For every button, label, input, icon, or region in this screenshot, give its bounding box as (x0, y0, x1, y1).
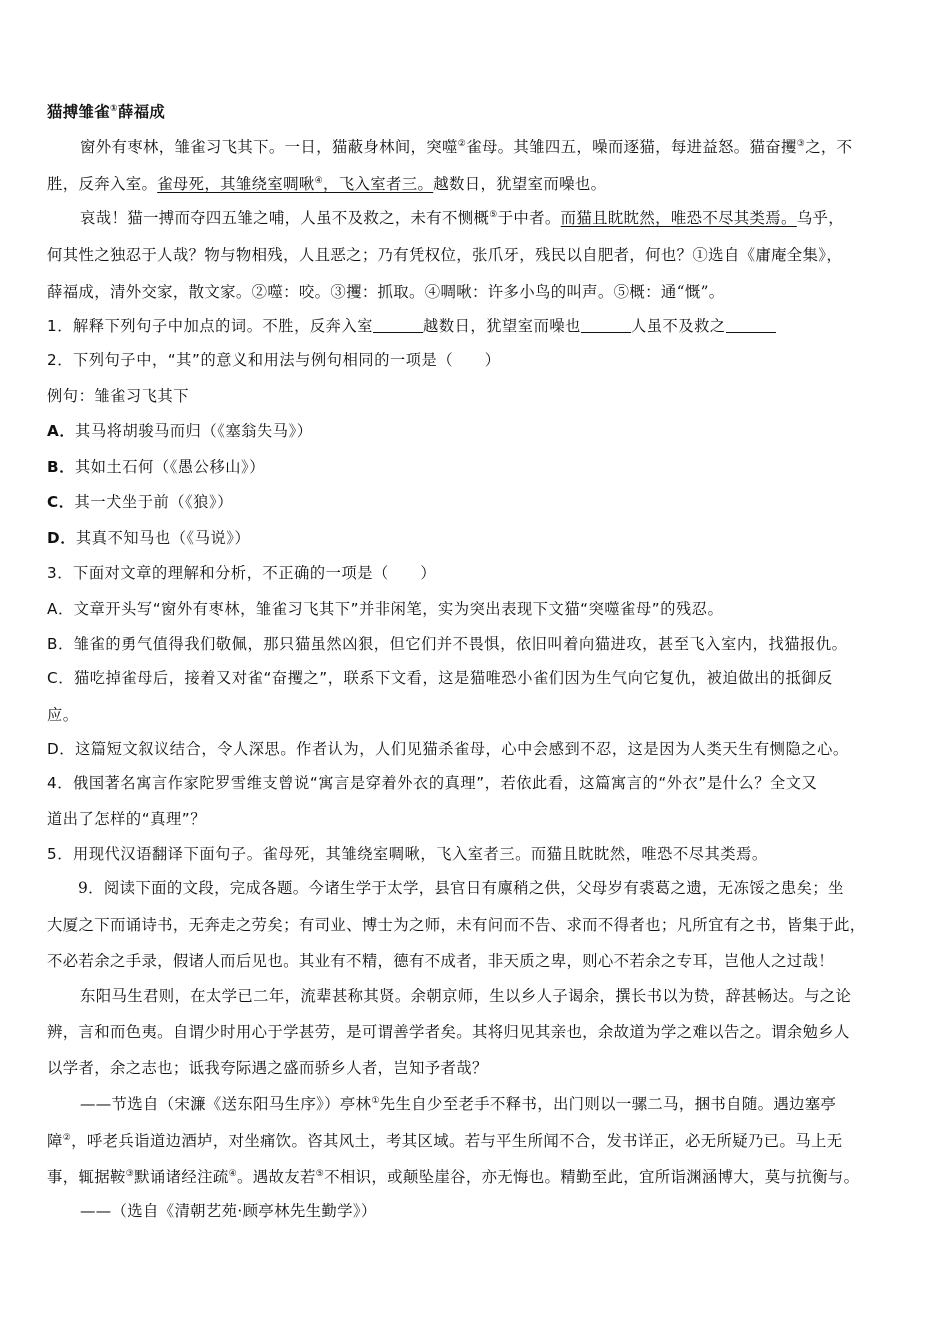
dotted-char: 确 (294, 564, 310, 582)
question-3-option-c-line-2[interactable]: 应。 (47, 706, 79, 724)
question-2: 2．下列句子中，“其”的意义和用法与例句相同的一项是（ ） (47, 351, 501, 369)
passage-9-line-5: 辨，言和而色夷。自谓少时用心于学甚劳，是可谓善学者矣。其将归见其亲也，余故道为学之难以告之。谓余勉乡人 (47, 1023, 850, 1041)
passage-9-line-3: 不必若余之手录，假诸人而后见也。其业有不精，德有不成者，非天质之卑，则心不若余之专耳，岂他人之过哉！ (47, 952, 835, 970)
dotted-char: 反 (309, 317, 326, 335)
question-4-line-1: 4．俄国著名寓言作家陀罗雪维支曾说“寓言是穿着外衣的真理”，若依此看，这篇寓言的“外衣”是什么？全文又 (47, 774, 818, 792)
question-3: 3．下面对文章的理解和分析，不正确的一项是（ ） (47, 564, 437, 582)
passage-paragraph-2-line-2: 何其性之独忍于人哉？物与物相残，人且恶之；乃有凭权位，张爪牙，残民以自肥者，何也？①选自《庸庵全集》， (47, 246, 843, 264)
question-3-option-a[interactable]: A．文章开头写“窗外有枣林，雏雀习飞其下”并非闲笔，实为突出表现下文猫“突噬雀母”的残忍。 (47, 600, 724, 618)
passage-title-line (47, 102, 905, 122)
passage-9-line-9: 事，辄据鞍③默诵诸经注疏④。遇故友若⑤不相识，或颠坠崖谷，亦无悔也。精勤至此，宜所诣渊涵博大，莫与抗衡与。 (47, 1168, 860, 1186)
question-2-example: 例句：雏雀习飞其下 (47, 387, 190, 405)
question-1: 1．解释下列句子中加点的词。不胜，反奔入室 越数日，犹望室而噪也 人虽不及救之 (47, 316, 905, 336)
passage-9-line-7: ——节选自（宋濂《送东阳马生序》）亭林①先生自少至老手不释书，出门则以一骡二马，捆书自随。遇边塞亭 (80, 1095, 837, 1113)
passage-paragraph-1-line-2: 胜，反奔入室。雀母死，其雏绕室啁啾④，飞入室者三。越数日，犹望室而噪也。 (47, 175, 607, 193)
passage-9-line-8: 障②，呼老兵诣道边酒垆，对坐痛饮。咨其风土，考其区域。若与平生所闻不合，发书详正，必无所疑乃已。马上无 (47, 1132, 843, 1150)
question-3-option-c-line-1[interactable]: C．猫吃掉雀母后，接着又对雀“奋攫之”，联系下文看，这是猫唯恐小雀们因为生气向它复仇，被迫做出的抵御反 (47, 669, 833, 687)
passage-9-line-1: 9．阅读下面的文段，完成各题。今诸生学于太学，县官日有廪稍之供，父母岁有裘葛之遗，无冻馁之患矣；坐 (78, 879, 844, 897)
passage-9-line-4: 东阳马生君则，在太学已二年，流辈甚称其贤。余朝京师，生以乡人子谒余，撰长书以为贽，辞甚畅达。与之论 (80, 987, 852, 1005)
passage-paragraph-2-line-1: 哀哉！猫一搏而夺四五雏之哺，人虽不及救之，未有不恻概⑤于中者。而猫且眈眈然，唯恐不尽其类焉。乌乎， (80, 209, 845, 227)
question-2-option-a[interactable]: A．其马将胡骏马而归（《塞翁失马》） (47, 422, 313, 440)
question-5: 5．用现代汉语翻译下面句子。雀母死，其雏绕室啁啾，飞入室者三。而猫且眈眈然，唯恐不尽其类焉。 (47, 845, 768, 863)
dotted-char: 不 (262, 564, 279, 582)
question-2-option-c[interactable]: C．其一犬坐于前（《狼》） (47, 493, 234, 511)
passage-9-line-6: 以学者，余之志也；诋我夸际遇之盛而骄乡人者，岂知予者哉？ (47, 1059, 488, 1077)
dotted-char: 虽 (646, 317, 663, 335)
dotted-char: 其 (76, 529, 92, 547)
answer-blank[interactable] (581, 317, 631, 333)
passage-9-line-2: 大厦之下而诵诗书，无奔走之劳矣；有司业、博士为之师，未有问而不告、求而不得者也；凡所宜有之书，皆集于此， (47, 916, 866, 934)
dotted-char: 其 (74, 493, 91, 511)
dotted-char: 同 (358, 351, 375, 369)
question-2-option-d[interactable]: D．其真不知马也（《马说》） (47, 529, 251, 547)
passage-9-source: ——（选自《清朝艺苑·顾亭林先生勤学》） (80, 1202, 377, 1220)
passage-title: 猫搏雏雀 (47, 103, 110, 121)
dotted-char: 其 (74, 458, 91, 476)
question-3-option-b[interactable]: B．雏雀的勇气值得我们敬佩，那只猫虽然凶狠，但它们并不畏惧，依旧叫着向猫进攻，甚至飞入室内，找猫报仇。 (47, 635, 848, 653)
footnote-marker: ① (109, 104, 118, 114)
answer-blank[interactable] (373, 317, 423, 333)
dotted-char: 正 (278, 564, 295, 582)
answer-blank[interactable] (726, 317, 776, 333)
passage-paragraph-1-line-1: 窗外有枣林，雏雀习飞其下。一日，猫蔽身林间，突噬②雀母。其雏四五，噪而逐猫，每进益怒。猫奋攫③之，不 (80, 138, 853, 156)
question-4-line-2: 道出了怎样的“真理”？ (47, 810, 207, 828)
dotted-char: 相 (342, 351, 359, 369)
passage-author: 薛福成 (117, 103, 166, 121)
dotted-char: 越 (423, 317, 439, 335)
question-2-option-b[interactable]: B．其如土石何（《愚公移山》） (47, 458, 266, 476)
underlined-sentence: 而猫且眈眈然，唯恐不尽其类焉。 (560, 209, 797, 227)
dotted-char: 其 (157, 387, 174, 405)
question-3-option-d[interactable]: D．这篇短文叙议结合，令人深思。作者认为，人们见猫杀雀母，心中会感到不忍，这是因为人类天生有恻隐之心。 (47, 740, 849, 758)
underlined-sentence: 雀母死，其雏绕室啁啾④，飞入室者三。 (157, 175, 434, 193)
passage-notes: 薛福成，清外交家，散文家。②噬：咬。③攫：抓取。④啁啾：许多小鸟的叫声。⑤概：通“慨”。 (47, 283, 725, 301)
dotted-char: 其 (75, 422, 91, 440)
